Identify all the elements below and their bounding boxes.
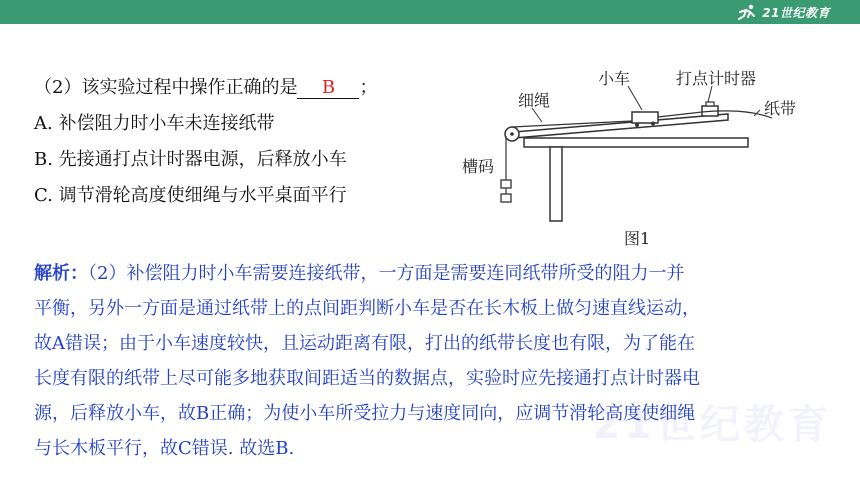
table-leg — [550, 147, 562, 221]
analysis-line-3: 故A错误；由于小车速度较快，且运动距离有限，打出的纸带长度也有限，为了能在 — [34, 333, 695, 354]
cart — [632, 112, 658, 123]
experiment-figure — [456, 62, 828, 250]
label-rope: 细绳 — [518, 91, 551, 110]
top-bar — [0, 0, 860, 24]
answer-blank: B — [297, 78, 359, 99]
question-stem-suffix: ； — [359, 77, 378, 98]
analysis-title: 解析： — [34, 263, 88, 284]
runner-logo-icon — [736, 4, 758, 20]
label-tape: 纸带 — [764, 99, 797, 118]
logo-text: 21世纪教育 — [762, 5, 830, 20]
table-top — [524, 138, 748, 147]
analysis-line-1 — [34, 256, 834, 291]
label-cart: 小车 — [598, 69, 631, 88]
label-timer: 打点计时器 — [676, 69, 757, 88]
figure-caption: 图1 — [624, 229, 651, 248]
question-block — [34, 70, 377, 214]
watermark: 21世纪教育 — [592, 402, 832, 448]
logo — [736, 2, 830, 22]
question-stem-text: （2）该实验过程中操作正确的是 — [34, 77, 298, 98]
apparatus-diagram — [456, 62, 828, 250]
question-stem — [34, 70, 377, 106]
analysis-text-1: （2）补偿阻力时小车需要连接纸带，一方面是需要连同纸带所受的阻力一并 — [88, 263, 685, 284]
option-b: B. 先接通打点计时器电源，后释放小车 — [34, 149, 347, 170]
weight-2 — [501, 194, 511, 202]
analysis-line-2: 平衡，另外一方面是通过纸带上的点间距判断小车是否在长木板上做匀速直线运动， — [34, 298, 700, 319]
option-a: A. 补偿阻力时小车未连接纸带 — [34, 113, 275, 134]
analysis-line-4: 长度有限的纸带上尽可能多地获取间距适当的数据点，实验时应先接通打点计时器电 — [34, 368, 700, 389]
analysis-line-5: 源，后释放小车，故B正确；为使小车所受拉力与速度同向，应调节滑轮高度使细绳 — [34, 403, 696, 424]
analysis-line-6: 与长木板平行，故C错误. 故选B. — [34, 438, 295, 459]
option-c: C. 调节滑轮高度使细绳与水平桌面平行 — [34, 185, 347, 206]
weight-1 — [501, 180, 511, 188]
label-weights: 槽码 — [462, 157, 495, 176]
long-board — [514, 114, 728, 138]
